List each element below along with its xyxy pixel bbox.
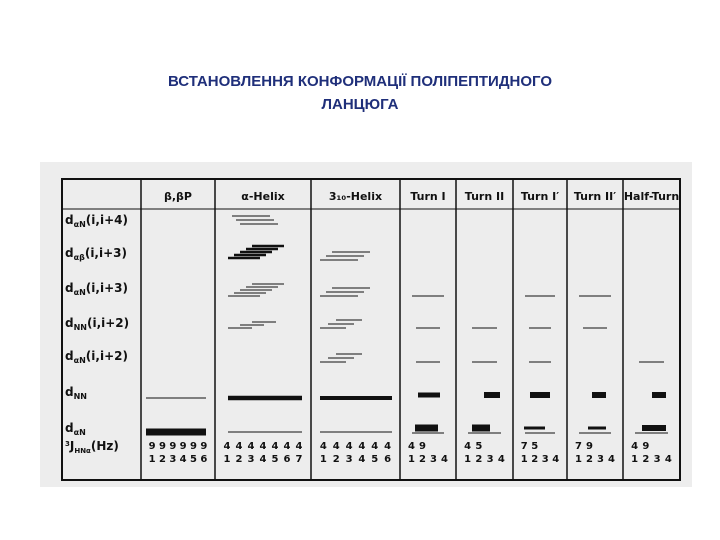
column-header: Half-Turn (623, 190, 680, 203)
residue-number: 1 (520, 454, 528, 465)
j-value: 9 (179, 441, 187, 452)
row-label: $d_{\alpha\beta}(i,i+3)$ (65, 246, 127, 262)
column-header: Turn II (464, 190, 505, 203)
j-value: 9 (586, 441, 593, 452)
title-line-1: ВСТАНОВЛЕННЯ КОНФОРМАЦІЇ ПОЛІПЕПТИДНОГО (167, 73, 552, 90)
residue-number: 1 (319, 454, 327, 465)
residue-number: 2 (419, 454, 426, 465)
residue-number: 3 (597, 454, 604, 465)
j-value: 4 (223, 441, 231, 452)
residue-number: 3 (169, 454, 177, 465)
residue-number: 2 (235, 454, 243, 465)
j-value: 4 (283, 441, 291, 452)
residue-number: 3 (486, 454, 494, 465)
noe-pattern-figure (40, 162, 692, 487)
j-value: 9 (148, 441, 156, 452)
residue-number: 7 (295, 454, 303, 465)
j-value: 4 (235, 441, 243, 452)
residue-number: 2 (159, 454, 166, 465)
j-value: 7 (520, 441, 528, 452)
residue-number: 4 (259, 454, 267, 465)
slide-title (100, 70, 620, 116)
row-label: $d_{\alpha N}(i,i+4)$ (65, 213, 128, 229)
residue-number: 1 (464, 454, 472, 465)
j-value: 4 (464, 441, 472, 452)
residue-number: 4 (664, 454, 672, 465)
residue-number: 4 (497, 454, 505, 465)
j-value: 4 (408, 441, 415, 452)
j-value: 4 (345, 441, 353, 452)
noe-figure-svg (40, 162, 692, 487)
residue-number: 1 (575, 454, 582, 465)
residue-number: 3 (345, 454, 353, 465)
title-line-2: ЛАНЦЮГА (321, 96, 399, 113)
row-label: $d_{\alpha N}$ (65, 421, 86, 437)
residue-number: 3 (541, 454, 549, 465)
residue-number: 1 (148, 454, 156, 465)
row-label: $d_{NN}(i,i+2)$ (65, 316, 130, 332)
j-value: 7 (575, 441, 582, 452)
j-value: 4 (247, 441, 255, 452)
column-header: Turn II′ (573, 190, 617, 203)
j-value: 4 (358, 441, 366, 452)
residue-number: 4 (358, 454, 366, 465)
column-header: 3₁₀-Helix (328, 190, 383, 203)
j-value: 9 (169, 441, 177, 452)
residue-number: 1 (223, 454, 231, 465)
column-header: Turn I (410, 190, 446, 203)
residue-number: 5 (190, 454, 197, 465)
residue-number: 6 (200, 454, 208, 465)
residue-number: 2 (642, 454, 650, 465)
column-header: β,βP (164, 190, 192, 203)
j-value: 5 (531, 441, 539, 452)
residue-number: 5 (271, 454, 279, 465)
residue-number: 4 (179, 454, 187, 465)
residue-number: 2 (586, 454, 593, 465)
residue-number: 2 (475, 454, 483, 465)
j-value: 9 (200, 441, 208, 452)
residue-number: 3 (653, 454, 661, 465)
j-value: 9 (642, 441, 650, 452)
residue-number: 3 (247, 454, 255, 465)
residue-number: 4 (552, 454, 560, 465)
j-value: 4 (631, 441, 639, 452)
j-value: 4 (384, 441, 392, 452)
j-coupling-label: $^3J_{HN\alpha}(Hz)$ (65, 439, 119, 455)
j-value: 9 (159, 441, 166, 452)
j-value: 4 (259, 441, 267, 452)
j-value: 9 (419, 441, 426, 452)
row-label: $d_{NN}$ (65, 385, 87, 401)
j-value: 4 (371, 441, 379, 452)
residue-number: 5 (371, 454, 379, 465)
residue-number: 1 (631, 454, 639, 465)
residue-number: 6 (283, 454, 291, 465)
j-value: 5 (475, 441, 483, 452)
residue-number: 4 (441, 454, 448, 465)
residue-number: 6 (384, 454, 392, 465)
j-value: 4 (271, 441, 279, 452)
column-header: α-Helix (241, 190, 285, 203)
residue-number: 1 (408, 454, 415, 465)
row-label: $d_{\alpha N}(i,i+2)$ (65, 349, 128, 365)
residue-number: 3 (430, 454, 437, 465)
j-value: 4 (319, 441, 327, 452)
residue-number: 2 (531, 454, 539, 465)
j-value: 4 (295, 441, 303, 452)
j-value: 4 (332, 441, 340, 452)
residue-number: 4 (608, 454, 615, 465)
residue-number: 2 (332, 454, 340, 465)
j-value: 9 (190, 441, 197, 452)
column-header: Turn I′ (520, 190, 560, 203)
row-label: $d_{\alpha N}(i,i+3)$ (65, 281, 128, 297)
